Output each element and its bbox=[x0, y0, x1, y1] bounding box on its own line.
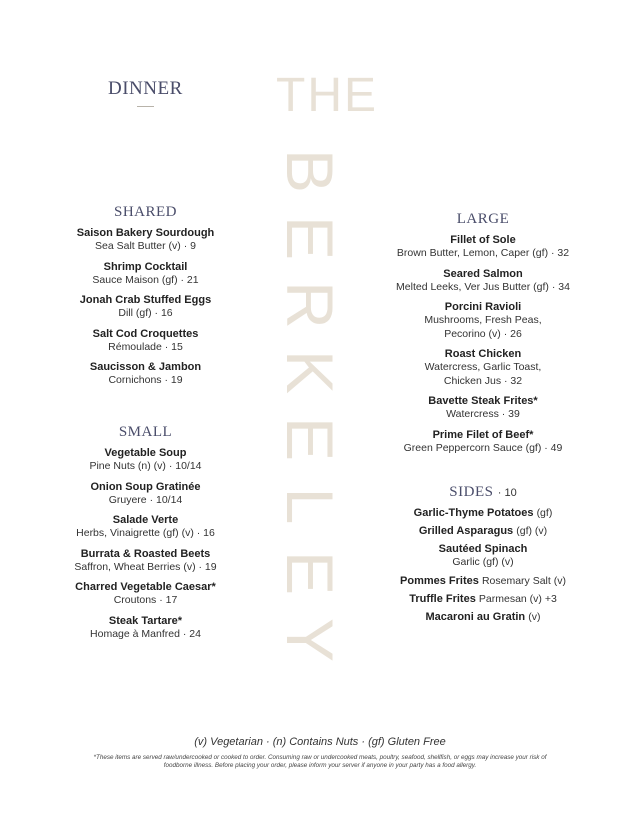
menu-item-name: Garlic-Thyme Potatoes bbox=[413, 507, 534, 519]
menu-item-desc: Rémoulade · 15 bbox=[108, 340, 183, 353]
menu-item-name: Porcini Ravioli bbox=[444, 301, 522, 313]
menu-item-name: Sautéed Spinach bbox=[438, 543, 528, 555]
menu-item-desc: Watercress · 39 bbox=[446, 408, 520, 420]
menu-item-desc: Pecorino (v) · 26 bbox=[444, 327, 522, 340]
section-small bbox=[58, 424, 233, 647]
menu-item-line bbox=[383, 610, 583, 624]
menu-item-desc: Cornichons · 19 bbox=[108, 374, 183, 386]
menu-item-name: Grilled Asparagus bbox=[418, 525, 514, 537]
brand-letter: L bbox=[273, 487, 347, 525]
menu-item-name: Pommes Frites bbox=[400, 574, 479, 587]
menu-item-desc: Garlic (gf) (v) bbox=[452, 556, 514, 568]
brand-letter: E bbox=[273, 416, 347, 462]
menu-item bbox=[383, 267, 583, 295]
menu-item-name: Jonah Crab Stuffed Eggs bbox=[79, 294, 212, 306]
menu-item bbox=[383, 574, 583, 588]
menu-item-line bbox=[383, 524, 583, 538]
menu-item bbox=[383, 300, 583, 341]
brand-letter: E bbox=[273, 215, 347, 261]
menu-item bbox=[58, 513, 233, 541]
brand-letter: E bbox=[273, 550, 347, 596]
menu-item bbox=[58, 480, 233, 508]
brand-name-vertical bbox=[272, 138, 348, 674]
menu-item-desc: Croutons · 17 bbox=[113, 594, 178, 606]
section-sides bbox=[383, 484, 583, 628]
menu-item bbox=[383, 347, 583, 388]
menu-item-desc: Watercress, Garlic Toast, bbox=[424, 361, 542, 373]
menu-item-name: Vegetable Soup bbox=[104, 447, 187, 459]
menu-item bbox=[58, 260, 233, 288]
menu-item-desc: Chicken Jus · 32 bbox=[443, 374, 523, 387]
menu-item-name: Shrimp Cocktail bbox=[103, 260, 188, 273]
menu-item-desc: Mushrooms, Fresh Peas, bbox=[424, 314, 542, 326]
menu-item bbox=[58, 293, 233, 321]
menu-item bbox=[383, 394, 583, 422]
section-large bbox=[383, 211, 583, 461]
sides-price: · 10 bbox=[497, 487, 517, 499]
menu-item-line bbox=[383, 506, 583, 520]
menu-item bbox=[383, 592, 583, 606]
menu-item-name: Salt Cod Croquettes bbox=[92, 327, 199, 340]
menu-item bbox=[58, 580, 233, 608]
menu-item-name: Steak Tartare* bbox=[108, 614, 183, 627]
sides-title: SIDES bbox=[449, 484, 494, 500]
menu-item bbox=[383, 506, 583, 520]
menu-item-name: Burrata & Roasted Beets bbox=[80, 547, 211, 560]
menu-item bbox=[58, 446, 233, 474]
brand-letter: Y bbox=[273, 617, 347, 663]
menu-item bbox=[383, 610, 583, 624]
menu-item-desc: Brown Butter, Lemon, Caper (gf) · 32 bbox=[396, 247, 570, 259]
menu-item-name: Truffle Frites bbox=[409, 592, 476, 605]
brand-letter: K bbox=[273, 349, 347, 395]
menu-item-desc: Sauce Maison (gf) · 21 bbox=[92, 273, 199, 286]
menu-item-name: Seared Salmon bbox=[443, 267, 523, 280]
brand-letter: B bbox=[273, 148, 347, 194]
allergy-disclaimer: *These items are served raw/undercooked or cooked to order. Consuming raw or undercooked meats, poultry, seafood, shellfish, or eggs may increase your risk of foodborne illness. Before placing your order, please inform your server if anyone in your party has a food allergy. bbox=[93, 754, 547, 769]
menu-item-desc: Melted Leeks, Ver Jus Butter (gf) · 34 bbox=[396, 280, 570, 293]
menu-item-desc: Dill (gf) · 16 bbox=[118, 307, 173, 319]
menu-item-name: Saison Bakery Sourdough bbox=[76, 227, 215, 239]
menu-item-desc: Saffron, Wheat Berries (v) · 19 bbox=[74, 560, 217, 573]
title-divider bbox=[137, 106, 154, 107]
menu-item-desc: Herbs, Vinaigrette (gf) (v) · 16 bbox=[76, 527, 215, 539]
menu-item-desc: Green Peppercorn Sauce (gf) · 49 bbox=[403, 441, 563, 454]
menu-item-name: Roast Chicken bbox=[444, 348, 522, 360]
menu-item bbox=[383, 542, 583, 570]
dietary-legend: (v) Vegetarian · (n) Contains Nuts · (gf) Gluten Free bbox=[194, 736, 446, 748]
menu-item bbox=[58, 614, 233, 642]
brand-letter: R bbox=[273, 281, 347, 329]
menu-title: DINNER bbox=[108, 78, 183, 99]
menu-item-desc: (gf) bbox=[536, 507, 553, 519]
section-title bbox=[383, 484, 583, 501]
menu-item-name: Macaroni au Gratin bbox=[425, 610, 526, 623]
menu-item bbox=[58, 226, 233, 254]
menu-item-desc: Pine Nuts (n) (v) · 10/14 bbox=[89, 460, 202, 472]
brand-the: THE bbox=[276, 69, 378, 122]
menu-item-desc: (gf) (v) bbox=[516, 525, 548, 537]
menu-item-desc: Gruyere · 10/14 bbox=[108, 493, 183, 506]
menu-item-line bbox=[383, 592, 583, 606]
menu-item-name: Fillet of Sole bbox=[450, 234, 516, 246]
menu-item-name: Onion Soup Gratinée bbox=[90, 480, 201, 493]
section-shared bbox=[58, 204, 233, 394]
menu-item-desc: Parmesan (v) +3 bbox=[478, 592, 557, 605]
section-title: LARGE bbox=[456, 211, 510, 227]
menu-item bbox=[383, 524, 583, 538]
section-title: SHARED bbox=[113, 204, 177, 220]
menu-item-name: Bavette Steak Frites* bbox=[428, 395, 538, 407]
menu-item bbox=[58, 360, 233, 388]
menu-item-name: Saucisson & Jambon bbox=[89, 361, 202, 373]
menu-item-name: Charred Vegetable Caesar* bbox=[75, 581, 216, 593]
menu-item-name: Salade Verte bbox=[112, 514, 179, 526]
section-title: SMALL bbox=[118, 424, 173, 440]
menu-item-desc: (v) bbox=[528, 610, 541, 623]
menu-item bbox=[383, 233, 583, 261]
menu-item bbox=[383, 428, 583, 456]
menu-item-line bbox=[383, 574, 583, 588]
menu-item-name: Prime Filet of Beef* bbox=[432, 428, 534, 441]
menu-item bbox=[58, 547, 233, 575]
menu-item-desc: Sea Salt Butter (v) · 9 bbox=[95, 240, 196, 252]
menu-item-desc: Homage à Manfred · 24 bbox=[90, 627, 201, 640]
menu-item bbox=[58, 327, 233, 355]
menu-item-desc: Rosemary Salt (v) bbox=[481, 574, 566, 587]
